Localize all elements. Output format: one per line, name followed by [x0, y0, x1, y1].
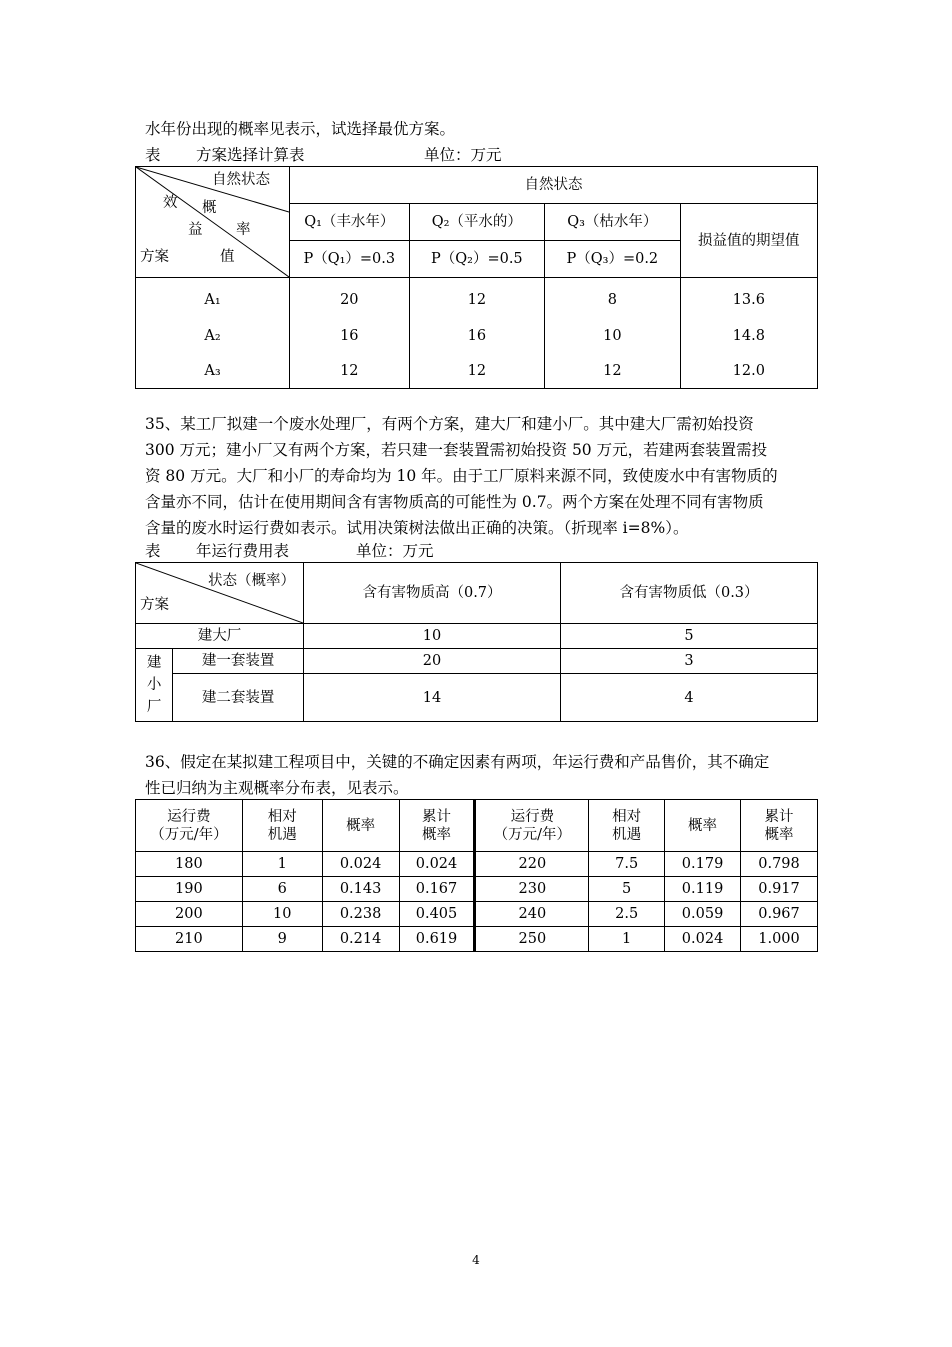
table-row [136, 852, 818, 877]
table-cell: 1.000 [741, 927, 818, 952]
table-cell: 230 [475, 877, 589, 902]
row-label-one-set: 建一套装置 [173, 649, 304, 674]
table1-caption-unit: 单位：万元 [424, 146, 502, 164]
expected-value: 13.6 [680, 278, 817, 318]
table2-corner-top: 状态（概率） [208, 573, 295, 589]
table1-prob-q1: P（Q₁）=0.3 [290, 241, 410, 278]
small-plant-group [136, 649, 173, 722]
table-cell: 190 [136, 877, 243, 902]
table-cell: 3 [561, 649, 818, 674]
q35-line: 资 80 万元。大厂和小厂的寿命均为 10 年。由于工厂原料来源不同，致使废水中有害物质的 [145, 467, 778, 485]
table-cell: 0.214 [322, 927, 399, 952]
table-cell: 210 [136, 927, 243, 952]
probability-table [135, 799, 818, 952]
table-cell: 5 [589, 877, 665, 902]
table-row [136, 902, 818, 927]
header-relative-chance: 相对 机遇 [242, 800, 322, 852]
table-cell: 0.405 [399, 902, 475, 927]
table-cell: 20 [304, 649, 561, 674]
header-cumulative: 累计 概率 [399, 800, 475, 852]
table1-expected-header: 损益值的期望值 [680, 204, 817, 278]
plan-label: A₂ [136, 318, 290, 354]
intro-line: 水年份出现的概率见表示，试选择最优方案。 [145, 120, 456, 138]
table-cell: 180 [136, 852, 243, 877]
table-cell: 12 [409, 278, 545, 318]
table1-caption-title: 方案选择计算表 [196, 146, 305, 164]
table-row [136, 318, 818, 354]
header-probability: 概率 [665, 800, 741, 852]
table-cell: 0.167 [399, 877, 475, 902]
q35-line: 35、某工厂拟建一个废水处理厂，有两个方案，建大厂和建小厂。其中建大厂需初始投资 [145, 415, 754, 433]
table-cell: 10 [545, 318, 681, 354]
table-cell: 0.143 [322, 877, 399, 902]
table-cell: 2.5 [589, 902, 665, 927]
table-cell: 0.179 [665, 852, 741, 877]
header-cumulative: 累计 概率 [741, 800, 818, 852]
table-row [136, 674, 818, 722]
table-cell: 0.917 [741, 877, 818, 902]
table2-corner-left: 方案 [140, 597, 169, 613]
table-cell: 1 [589, 927, 665, 952]
table-cell: 16 [290, 318, 410, 354]
table-cell: 250 [475, 927, 589, 952]
decision-table [135, 166, 818, 389]
table-cell: 5 [561, 624, 818, 649]
table1-corner-cell [136, 167, 290, 278]
table1-corner-char: 益 [188, 222, 203, 238]
small-group-char: 厂 [146, 699, 162, 715]
header-cost: 运行费 （万元/年） [475, 800, 589, 852]
table1-state-q1: Q₁（丰水年） [290, 204, 410, 241]
small-group-char: 建 [146, 655, 162, 671]
q36-line: 性已归纳为主观概率分布表，见表示。 [145, 779, 409, 797]
table2-corner-cell [136, 563, 304, 624]
table1-prob-q2: P（Q₂）=0.5 [409, 241, 545, 278]
table-cell: 20 [290, 278, 410, 318]
table1-state-q3: Q₃（枯水年） [545, 204, 681, 241]
table-cell: 200 [136, 902, 243, 927]
table1-corner-char: 值 [220, 249, 235, 265]
table-cell: 7.5 [589, 852, 665, 877]
table-cell: 0.024 [665, 927, 741, 952]
table-cell: 0.967 [741, 902, 818, 927]
table-row [136, 649, 818, 674]
table1-header-group: 自然状态 [290, 167, 818, 204]
table-cell: 12 [545, 354, 681, 389]
table2-col-high: 含有害物质高（0.7） [304, 563, 561, 624]
q35-line: 含量亦不同，估计在使用期间含有害物质高的可能性为 0.7。两个方案在处理不同有害物质 [145, 493, 764, 511]
q35-line: 300 万元；建小厂又有两个方案，若只建一套装置需初始投资 50 万元，若建两套装置需投 [145, 441, 768, 459]
plan-label: A₃ [136, 354, 290, 389]
table1-caption-prefix: 表 [145, 146, 161, 164]
table-row [136, 877, 818, 902]
table-cell: 240 [475, 902, 589, 927]
q36-line: 36、假定在某拟建工程项目中，关键的不确定因素有两项，年运行费和产品售价，其不确定 [145, 753, 770, 771]
table2-col-low: 含有害物质低（0.3） [561, 563, 818, 624]
table2-caption-unit: 单位：万元 [356, 542, 434, 560]
table-row [136, 624, 818, 649]
table-cell: 220 [475, 852, 589, 877]
q35-line: 含量的废水时运行费如表示。试用决策树法做出正确的决策。（折现率 i=8%）。 [145, 519, 689, 537]
table1-corner-left: 方案 [140, 249, 169, 265]
table-cell: 10 [242, 902, 322, 927]
table-cell: 0.024 [399, 852, 475, 877]
table-row [136, 278, 818, 318]
table-cell: 12 [290, 354, 410, 389]
table-cell: 4 [561, 674, 818, 722]
table-cell: 0.798 [741, 852, 818, 877]
small-group-char: 小 [146, 677, 162, 693]
expected-value: 12.0 [680, 354, 817, 389]
table-cell: 6 [242, 877, 322, 902]
table-cell: 10 [304, 624, 561, 649]
table1-state-q2: Q₂（平水的） [409, 204, 545, 241]
row-label-two-sets: 建二套装置 [173, 674, 304, 722]
table-cell: 12 [409, 354, 545, 389]
table2-caption-title: 年运行费用表 [196, 542, 290, 560]
table1-corner-char: 概 [202, 200, 217, 216]
table-cell: 0.119 [665, 877, 741, 902]
header-cost: 运行费 （万元/年） [136, 800, 243, 852]
table-cell: 9 [242, 927, 322, 952]
expected-value: 14.8 [680, 318, 817, 354]
operating-cost-table [135, 562, 818, 722]
table-cell: 1 [242, 852, 322, 877]
table2-caption-prefix: 表 [145, 542, 161, 560]
table1-corner-top: 自然状态 [212, 172, 270, 188]
table-cell: 16 [409, 318, 545, 354]
table1-corner-char: 效 [163, 195, 178, 211]
table-row [136, 354, 818, 389]
header-relative-chance: 相对 机遇 [589, 800, 665, 852]
header-probability: 概率 [322, 800, 399, 852]
table-cell: 8 [545, 278, 681, 318]
table-cell: 0.024 [322, 852, 399, 877]
table1-prob-q3: P（Q₃）=0.2 [545, 241, 681, 278]
table-cell: 0.238 [322, 902, 399, 927]
page-number: 4 [472, 1253, 480, 1267]
table-cell: 0.619 [399, 927, 475, 952]
table-cell: 14 [304, 674, 561, 722]
table-cell: 0.059 [665, 902, 741, 927]
table1-corner-char: 率 [236, 222, 251, 238]
plan-label: A₁ [136, 278, 290, 318]
row-label-big: 建大厂 [136, 624, 304, 649]
table-row [136, 927, 818, 952]
